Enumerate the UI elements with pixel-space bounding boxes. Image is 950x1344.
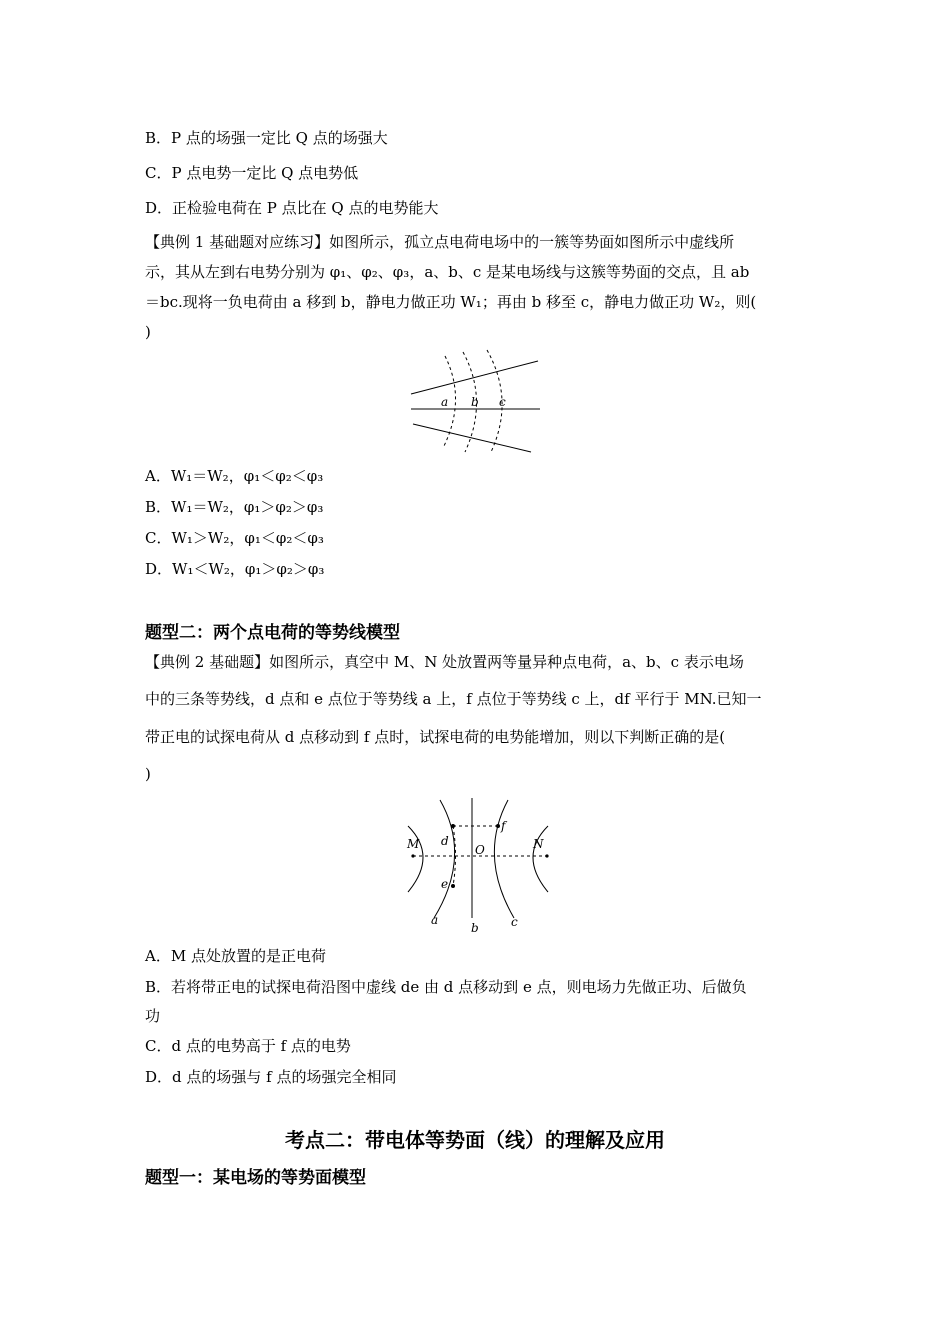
option-b-prev: B．P 点的场强一定比 Q 点的场强大: [145, 129, 388, 147]
label-O: O: [475, 843, 485, 857]
example2-line2: 中的三条等势线，d 点和 e 点位于等势线 a 上，f 点位于等势线 c 上，df 平行于 MN.已知一: [145, 690, 762, 708]
example2-line4: ): [145, 765, 151, 783]
label-M: M: [407, 837, 420, 851]
example1-option-a: A．W₁＝W₂，φ₁＜φ₂＜φ₃: [145, 467, 324, 485]
example1-option-b: B．W₁＝W₂，φ₁＞φ₂＞φ₃: [145, 498, 324, 516]
example2-option-b-line1: B．若将带正电的试探电荷沿图中虚线 de 由 d 点移动到 e 点，则电场力先做正功、后做负: [145, 978, 747, 996]
label-f: f: [501, 819, 506, 833]
example2-option-c: C．d 点的电势高于 f 点的电势: [145, 1037, 351, 1055]
chapter-heading-2: 考点二：带电体等势面（线）的理解及应用: [285, 1128, 665, 1152]
example1-option-c: C．W₁＞W₂，φ₁＜φ₂＜φ₃: [145, 529, 324, 547]
option-d-prev: D．正检验电荷在 P 点比在 Q 点的电势能大: [145, 199, 439, 217]
example2-option-b-line2: 功: [145, 1007, 161, 1025]
equipotential-figure-2: [400, 796, 560, 938]
option-c-prev: C．P 点电势一定比 Q 点电势低: [145, 164, 359, 182]
example1-line1: 【典例 1 基础题对应练习】如图所示，孤立点电荷电场中的一簇等势面如图所示中虚线所: [145, 233, 735, 251]
label-c: c: [499, 395, 506, 409]
example2-line3: 带正电的试探电荷从 d 点移动到 f 点时，试探电荷的电势能增加，则以下判断正确的是(: [145, 728, 726, 746]
label-d: d: [441, 834, 449, 848]
label-curve-c: c: [511, 915, 518, 929]
label-curve-a: a: [431, 913, 439, 927]
label-e: e: [441, 877, 449, 891]
equipotential-figure-1: [405, 348, 545, 456]
example1-option-d: D．W₁＜W₂，φ₁＞φ₂＞φ₃: [145, 560, 325, 578]
label-b: b: [471, 395, 479, 409]
example2-line1: 【典例 2 基础题】如图所示，真空中 M、N 处放置两等量异种点电荷，a、b、c 表示电场: [145, 653, 744, 671]
example2-option-d: D．d 点的场强与 f 点的场强完全相同: [145, 1068, 397, 1086]
example1-line2: 示，其从左到右电势分别为 φ₁、φ₂、φ₃，a、b、c 是某电场线与这簇等势面的交点，且 ab: [145, 263, 750, 281]
example1-line3: ＝bc.现将一负电荷由 a 移到 b，静电力做正功 W₁；再由 b 移至 c，静电力做正功 W₂，则(: [145, 293, 757, 311]
example1-line4: ): [145, 323, 151, 341]
label-curve-b: b: [471, 921, 479, 935]
section-title-type1: 题型一：某电场的等势面模型: [145, 1168, 366, 1188]
example2-option-a: A．M 点处放置的是正电荷: [145, 947, 326, 965]
label-a: a: [441, 395, 449, 409]
label-N: N: [533, 837, 544, 851]
section-title-type2: 题型二：两个点电荷的等势线模型: [145, 623, 400, 643]
